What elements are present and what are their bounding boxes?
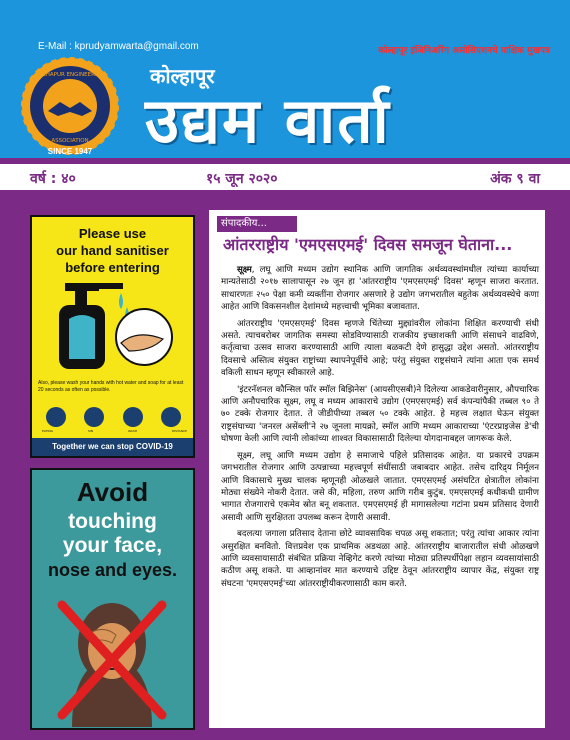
sanitiser-poster [30,215,195,458]
article-paragraph [221,264,539,314]
article-headline: आंतरराष्ट्रीय 'एमएसएमई' दिवस समजून घेताना... [223,235,513,254]
issue-date-bar [0,162,570,192]
paragraph-text: , लघू आणि मध्यम उद्योग स्थानिक आणि जागतिक अर्थव्यवस्थांमधील त्यांच्या कार्याच्या मान्यतेसाठी २०१७ सालापासून २७ जून हा 'आंतरराष्ट्रीय 'एमएसएमई' दिवस' म्हणून साजरा करतात. साधारणतः २५० पेक्षा कमी व्यक्तींना रोजगार असणारे हे उद्योग जगभरातील बहुतेक अर्थव्यवस्थेचे कणा आहेत आणि विकसनशील देशांमध्ये महत्त्वाची भूमिका बजावतात. [221,265,539,313]
issue-number: अंक ९ वा [490,171,540,187]
eating-icon [46,407,66,427]
face-touch-crossed-icon [42,585,182,727]
masthead-title: उद्यम वार्ता [145,84,391,157]
tagline: कोल्हापूर इंजिनिअरिंग असोसिएशनचे पाक्षिक मुखपत्र [378,46,550,56]
svg-text:ASSOCIATION: ASSOCIATION [51,138,89,144]
avoid-touching-poster [30,468,195,730]
sanitiser-poster-line1: Please use [78,226,147,241]
editorial-article [207,208,547,730]
sanitiser-poster-line2: our hand sanitiser [56,243,169,258]
svg-text:KOLHAPUR ENGINEERING: KOLHAPUR ENGINEERING [35,72,105,78]
sanitiser-poster-footer: Together we can stop COVID-19 [32,438,193,456]
avoid-poster-line4: nose and eyes. [47,560,178,580]
icon-caption: EATING [42,429,54,433]
distance-icon [161,407,181,427]
icon-caption: WASH [128,429,138,433]
sanitiser-dispenser-icon [47,279,177,374]
issue-date: १५ जून २०२० [206,171,278,187]
sanitiser-poster-line3: before entering [65,260,160,275]
article-paragraph: बदलत्या जगाला प्रतिसाद देताना छोटे व्यावसायिक चपळ असू शकतात; परंतु त्यांचा आकार त्यांना असुरक्षित बनवितो. वित्तप्रवेश एक प्राथमिक अडथळा आहे. आंतरराष्ट्रीय बाजारातील संधी ओळखणे आणि व्यवसायासाठी संबंधित प्रक्रिया नेव्हिगेट करणे त्यांच्या मोठ्या प्रतिस्पर्धीपेक्षा लहान व्यवसायांसाठी कठीण असू शकते. या आव्हानांवर मात करण्याचे उद्दिष्ट ठेवून आंतरराष्ट्रीय व्यापार केंद्र, संयुक्त राष्ट्र संघटना 'एमएसएमई'च्या आंतरराष्ट्रीयीकरणासाठी काम करते. [221,529,539,589]
avoid-poster-line2: touching [68,510,157,533]
since-year: SINCE 1947 [47,147,93,156]
article-paragraph: आंतरराष्ट्रीय 'एमएसएमई' दिवस म्हणजे चिंतेच्या मुद्द्यांवरील लोकांना शिक्षित करण्याची संधी असते. त्याचबरोबर जागतिक समस्या सोडविण्यासाठी राजकीय इच्छाशक्ती आणि संसाधने वाढविणे, कर्तृत्वाचा उत्सव साजरा करण्यासाठी आणि त्याला बळकटी देणे हासुद्धा उद्देश असतो. आंतरराष्ट्रीय दिवसाचे अस्तित्व संयुक्त राष्ट्रांच्या स्थापनेपूर्वीचे आहे; परंतु संयुक्त राष्ट्रसंघाने त्यांना आता एक समर्थ वकिली साधन म्हणून स्वीकारले आहे. [221,318,539,379]
lead-word: सूक्ष्म [237,265,252,275]
article-body [221,264,539,594]
article-paragraph: 'इंटरनॅशनल कौन्सिल फॉर स्मॉल बिझिनेस' (आयसीएसबी)ने दिलेल्या आकडेवारीनुसार, औपचारिक आणि अनौपचारिक सूक्ष्म, लघू व मध्यम आकाराचे उद्योग (एमएसएमई) सर्व कंपन्यांपैकी तब्बल ९० ते ७० टक्के रोजगार देतात. ते जीडीपीच्या तब्बल ५० टक्के आहेत. हे महत्त्व लक्षात घेऊन संयुक्त राष्ट्रसंघाच्या 'जनरल असेंब्ली'ने २७ जूनला मायक्रो, स्मॉल आणि मध्यम आकाराच्या 'एंटरप्राइजेस डे'ची घोषणा केली आणि त्यांनी लोकांच्या शाश्वत विकासासाठी दिलेल्या योगदानाबद्दल जागरूक केले. [221,384,539,445]
volume-year: वर्ष : ४० [30,171,76,187]
masthead-city: कोल्हापूर [150,64,215,88]
hygiene-icons-row [46,407,181,429]
icon-caption: DISTANCE [171,429,187,433]
sanitiser-poster-instructions: Also, please wash your hands with hot water and soap for at least 20 seconds as often as possible. [38,380,184,393]
association-seal-logo [20,56,120,156]
email-address[interactable]: E-Mail : kprudyamwarta@gmail.com [38,41,199,52]
section-label: संपादकीय... [217,216,297,232]
article-paragraph: सूक्ष्म, लघू आणि मध्यम उद्योग हे समाजाचे पहिले प्रतिसादक आहेत. या प्रकारचे उपक्रम जगभरातील रोजगार आणि उत्पन्नाच्या महत्त्वपूर्ण संधींसाठी जबाबदार आहेत. तसेच दारिद्र्य निर्मूलन आणि विकासाचे मुख्य चालक म्हणूनही ओळखले जातात. एमएसएमई असंघटित क्षेत्रातील लोकांना मोठ्या संख्येने नोकरी देतात. जसे की, महिला, तरुण आणि गरीब कुटुंब. एमएसएमई कधीकधी ग्रामीण भागात रोजगाराचे एकमेव स्रोत बनू शकतात. एमएसएमई ही मागासलेल्या गटांना प्रथम प्रतिसाद देणारी असावी आणि सुरक्षितता उपलब्ध करून देणारी असावी. [221,450,539,523]
avoid-poster-line1: Avoid [76,477,149,507]
masthead-banner [0,0,570,158]
avoid-poster-line3: your face, [62,534,163,557]
hygiene-icon-captions [42,429,187,433]
skin-icon [84,407,104,427]
wash-icon [123,407,143,427]
icon-caption: SIN [87,429,94,433]
